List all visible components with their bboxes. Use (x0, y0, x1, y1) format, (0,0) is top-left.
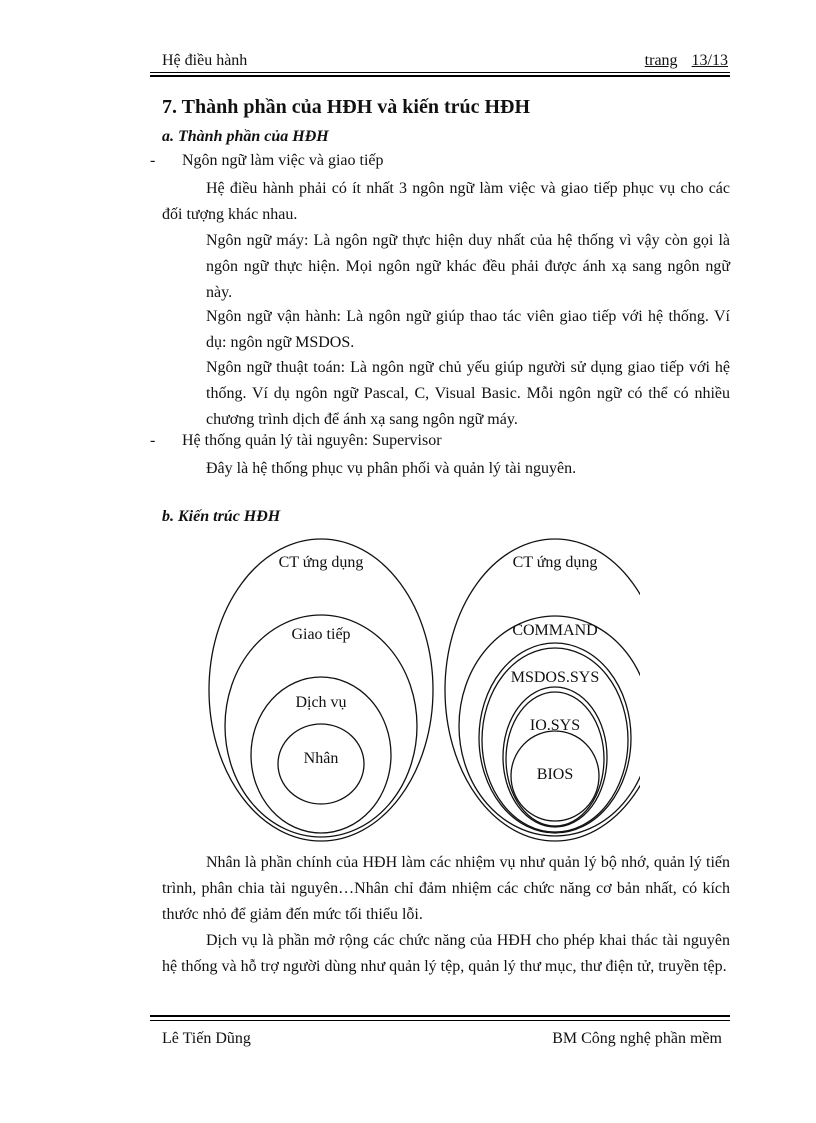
right-label-command: COMMAND (512, 622, 598, 639)
item-title: Ngôn ngữ làm việc và giao tiếp (182, 152, 384, 169)
paragraph-kernel: Nhân là phần chính của HĐH làm các nhiệm vụ như quản lý bộ nhớ, quản lý tiến trình, phân chia tài nguyên…Nhân chỉ đảm nhiệm các chức năng cơ bản nhất, có kích thước nhỏ để giảm đến mức tối thiểu lỗi. (162, 854, 730, 923)
list-item (150, 432, 442, 450)
architecture-diagram (200, 535, 640, 855)
right-ellipse-ct-ung-dung (445, 539, 640, 841)
footer-author: Lê Tiến Dũng (162, 1030, 251, 1047)
item-intro: Đây là hệ thống phục vụ phân phối và quản lý tài nguyên. (206, 460, 577, 477)
header-rule (150, 72, 730, 73)
list-item (150, 152, 384, 170)
footer-rule-thick (150, 1015, 730, 1017)
item-title: Hệ thống quản lý tài nguyên: Supervisor (182, 432, 442, 449)
right-label-msdos-sys: MSDOS.SYS (510, 669, 600, 686)
right-label-bios: BIOS (536, 766, 574, 783)
left-label-nhan: Nhân (303, 750, 339, 767)
paragraph-services: Dịch vụ là phần mở rộng các chức năng của HĐH cho phép khai thác tài nguyên hệ thống và hỗ trợ người dùng như quản lý tệp, quản lý thư mục, thư điện tử, truyền tệp. (162, 932, 730, 975)
right-ellipse-io-sys (503, 687, 607, 827)
dash-marker: - (150, 432, 156, 449)
left-label-giao-tiep: Giao tiếp (291, 626, 351, 643)
page-label: trang (644, 52, 678, 69)
footer-rule (150, 1020, 730, 1021)
page-indicator (645, 52, 728, 70)
point-algorithm-language: Ngôn ngữ thuật toán: Là ngôn ngữ chủ yếu giúp người sử dụng giao tiếp với hệ thống. Ví dụ ngôn ngữ Pascal, C, Visual Basic. Mỗi ngôn ngữ có thể có nhiều chương trình dịch để ánh xạ sang ngôn ngữ máy. (206, 359, 730, 428)
section-title: 7. Thành phần của HĐH và kiến trúc HĐH (162, 96, 531, 118)
footer-department: BM Công nghệ phần mềm (552, 1030, 722, 1047)
subsection-a-title: a. Thành phần của HĐH (162, 128, 329, 145)
item-intro: Hệ điều hành phải có ít nhất 3 ngôn ngữ làm việc và giao tiếp phục vụ cho các đối tượng khác nhau. (162, 180, 730, 223)
left-ellipse-ct-ung-dung (209, 539, 433, 841)
page-number: 13/13 (691, 52, 728, 69)
left-label-dich-vu: Dịch vụ (295, 694, 347, 711)
right-label-io-sys: IO.SYS (529, 717, 581, 734)
point-operation-language: Ngôn ngữ vận hành: Là ngôn ngữ giúp thao tác viên giao tiếp với hệ thống. Ví dụ: ngôn ngữ MSDOS. (206, 308, 730, 351)
point-machine-language: Ngôn ngữ máy: Là ngôn ngữ thực hiện duy nhất của hệ thống vì vậy còn gọi là ngôn ngữ thực hiện. Mọi ngôn ngữ khác đều phải được ánh xạ sang ngôn ngữ này. (206, 232, 730, 301)
dash-marker: - (150, 152, 156, 169)
subsection-b-title: b. Kiến trúc HĐH (162, 508, 281, 525)
left-label-ct-ung-dung: CT ứng dụng (278, 554, 364, 571)
right-label-ct-ung-dung: CT ứng dụng (512, 554, 598, 571)
header-title: Hệ điều hành (162, 52, 248, 69)
right-ellipse-io-sys-inner (506, 692, 604, 826)
header-rule-thick (150, 75, 730, 77)
